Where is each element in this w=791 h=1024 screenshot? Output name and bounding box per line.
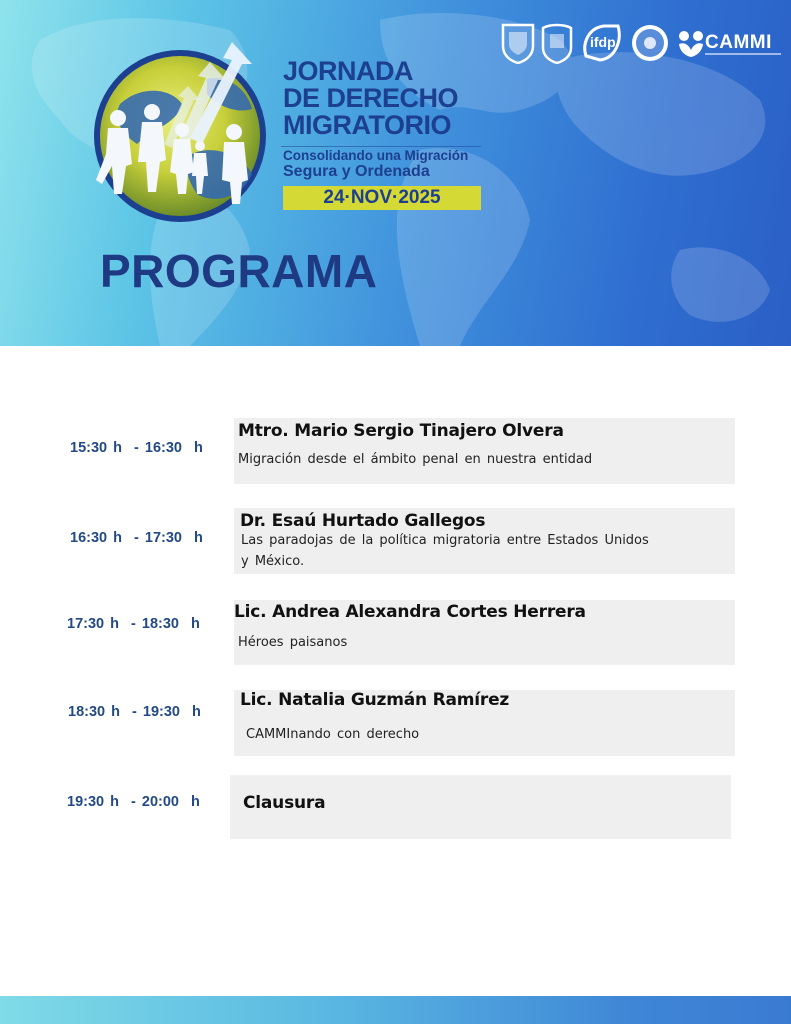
talk-topic: Héroes paisanos (238, 635, 348, 650)
speaker-name: Lic. Andrea Alexandra Cortes Herrera (234, 602, 586, 622)
speaker-name: Dr. Esaú Hurtado Gallegos (240, 511, 486, 531)
cammi-logo-text: CAMMI (705, 32, 772, 53)
cammi-tagline-line (705, 53, 781, 55)
schedule-time: 15:30 h - 16:30 h (70, 440, 203, 456)
talk-topic: Migración desde el ámbito penal en nuestra entidad (238, 452, 593, 467)
closing-label: Clausura (243, 793, 326, 813)
schedule-time: 18:30 h - 19:30 h (68, 704, 201, 720)
event-date-badge: 24·NOV·2025 (283, 186, 481, 210)
program-heading: PROGRAMA (100, 245, 378, 297)
event-title-line-3: MIGRATORIO (283, 110, 451, 140)
schedule-time: 19:30 h - 20:00 h (67, 794, 200, 810)
speaker-name: Lic. Natalia Guzmán Ramírez (240, 690, 510, 710)
footer-gradient-bar (0, 996, 791, 1024)
talk-topic: Las paradojas de la política migratoria entre Estados Unidos y México. (241, 533, 649, 569)
talk-topic: CAMMInando con derecho (246, 727, 420, 742)
ifdp-logo-text: ifdp (590, 34, 616, 50)
event-subtitle-line-1: Consolidando una Migración (283, 148, 469, 163)
event-subtitle-line-2: Segura y Ordenada (283, 163, 430, 180)
event-title-line-1: JORNADA (283, 56, 414, 86)
event-logo (82, 34, 278, 226)
globe-icon (82, 34, 278, 226)
event-title-line-2: DE DERECHO (283, 83, 459, 113)
cammi-logo-icon (676, 28, 706, 58)
schedule-time: 16:30 h - 17:30 h (70, 530, 203, 546)
event-title-block (283, 58, 493, 210)
institution-seal-icon (630, 22, 670, 64)
speaker-name: Mtro. Mario Sergio Tinajero Olvera (238, 421, 564, 441)
university-shield-icon (540, 22, 574, 64)
university-shield-icon (500, 22, 536, 64)
schedule-time: 17:30 h - 18:30 h (67, 616, 200, 632)
header-banner (0, 0, 791, 346)
